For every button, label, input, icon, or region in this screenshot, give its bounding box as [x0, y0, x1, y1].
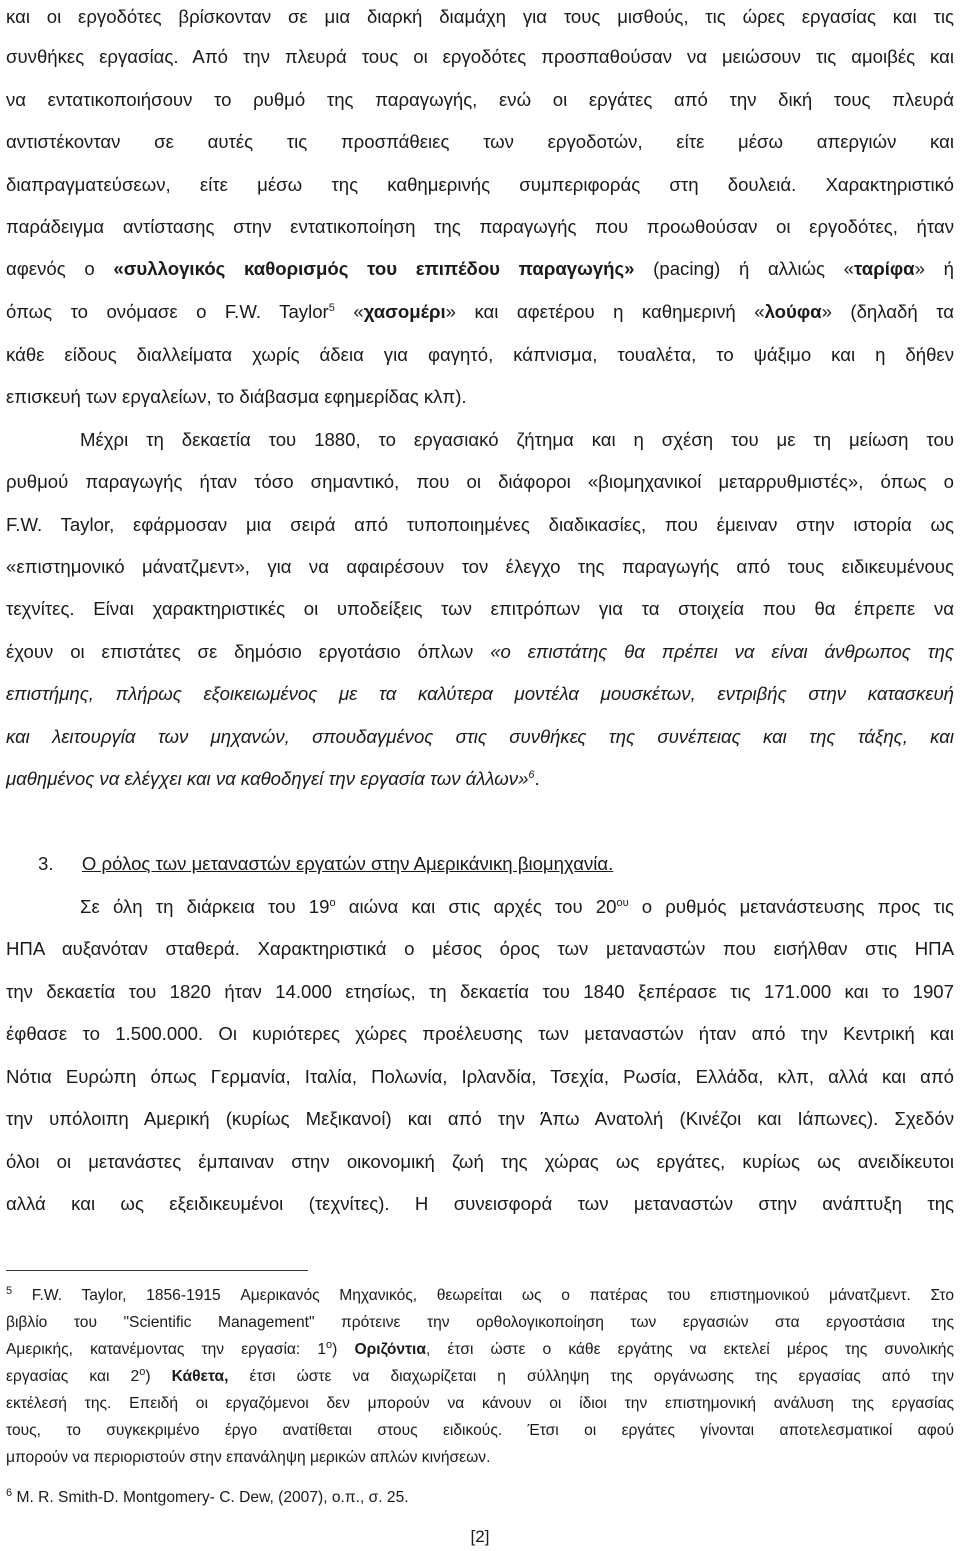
text-line	[6, 258, 954, 280]
quote-line: μαθημένος να ελέγχει και να καθοδηγεί την εργασία των άλλων»$^6$.	[6, 768, 540, 789]
text-line: Νότια Ευρώπη όπως Γερμανία, Ιταλία, Πολωνία, Ιρλανδία, Τσεχία, Ρωσία, Ελλάδα, κλπ, αλλά και από	[6, 1066, 954, 1087]
section-title: Ο ρόλος των μεταναστών εργατών στην Αμερικάνικη βιομηχανία.	[81, 853, 614, 874]
text-span: «	[334, 301, 364, 322]
footnote-line: εργασίας και $2^o$) Κάθετα, έτσι ώστε να διαχωρίζεται η σύλληψη της οργάνωσης της εργασίας από την	[6, 1365, 954, 1385]
text-line: Σε όλη τη διάρκεια του $19^o$ αιώνα και στις αρχές του $20^{o\upsilon}$ ο ρυθμός μετανάστευσης προς τις	[80, 896, 954, 917]
text-line: να εντατικοποιήσουν το ρυθμό της παραγωγής, ενώ οι εργάτες από την δική τους πλευρά	[6, 89, 954, 110]
footnote-number: 5	[6, 1284, 13, 1297]
footnote-line: μπορούν να περιοριστούν στην επανάληψη μερικών απλών κινήσεων.	[6, 1449, 491, 1466]
text-span: » ή	[914, 258, 954, 279]
quote-line: επιστήμης, πλήρως εξοικειωμένος με τα καλύτερα μοντέλα μουσκέτων, εντριβής στην κατασκευή	[6, 683, 954, 704]
text-line: ΗΠΑ αυξανόταν σταθερά. Χαρακτηριστικά ο μέσος όρος των μεταναστών που εισήλθαν στις ΗΠΑ	[6, 938, 954, 959]
bold-term: χασομέρι	[363, 301, 446, 322]
bold-term: λούφα	[764, 301, 822, 322]
section-number: 3.	[38, 853, 54, 874]
footnote-5: $^5$ F.W. Taylor, 1856-1915 Αμερικανός Μηχανικός, θεωρείται ως ο πατέρας του επιστημονικού μάνατζμεντ. Στο	[6, 1284, 954, 1304]
text-span: όπως το ονόμασε ο F.W. Taylor	[6, 301, 329, 322]
footnote-number: 6	[6, 1486, 13, 1499]
text-line: την δεκαετία του 1820 ήταν 14.000 ετησίως, τη δεκαετία του 1840 ξεπέρασε τις 171.000 και το 1907	[6, 981, 954, 1002]
footnote-line: βιβλίο του "Scientific Management" πρότεινε την ορθολογικοποίηση των εργασιών στα εργοστάσια της	[6, 1314, 954, 1331]
text-line: αλλά και ως εξειδικευμένοι (τεχνίτες). Η συνεισφορά των μεταναστών στην ανάπτυξη της	[6, 1193, 954, 1214]
text-line: διαπραγματεύσεων, είτε μέσω της καθημερινής συμπεριφοράς στη δουλειά. Χαρακτηριστικό	[6, 174, 954, 195]
text-line: κάθε είδους διαλλείματα χωρίς άδεια για φαγητό, κάπνισμα, τουαλέτα, το ψάξιμο και η δήθεν	[6, 344, 954, 365]
quote-italic: «ο επιστάτης θα πρέπει να είναι άνθρωπος της	[490, 641, 955, 662]
footnote-line: εκτέλεσή της. Επειδή οι εργαζόμενοι δεν μπορούν να κάνουν οι ίδιοι την επιστημονική ανάλυση της εργασίας	[6, 1395, 954, 1412]
footnote-ref[interactable]: 6	[528, 768, 535, 781]
text-line: επισκευή των εργαλείων, το διάβασμα εφημερίδας κλπ).	[6, 386, 467, 407]
section-heading	[38, 853, 954, 875]
bold-term: ταρίφα	[854, 258, 915, 279]
text-line: έφθασε το 1.500.000. Οι κυριότερες χώρες προέλευσης των μεταναστών ήταν από την Κεντρική και	[6, 1023, 954, 1044]
text-line: ρυθμού παραγωγής ήταν τόσο σημαντικό, που οι διάφοροι «βιομηχανικοί μεταρρυθμιστές», όπως ο	[6, 471, 954, 492]
text-span: (pacing) ή αλλιώς «	[634, 258, 854, 279]
page-number: [2]	[470, 1527, 490, 1546]
text-line: παράδειγμα αντίστασης στην εντατικοποίηση της παραγωγής που προωθούσαν οι εργοδότες, ήταν	[6, 216, 954, 237]
text-line: «επιστημονικό μάνατζμεντ», για να αφαιρέσουν τον έλεγχο της παραγωγής από τους ειδικευμένους	[6, 556, 954, 577]
text-span: » και αφετέρου η καθημερινή «	[445, 301, 765, 322]
footnote-separator	[6, 1270, 308, 1271]
text-line: τεχνίτες. Είναι χαρακτηριστικές οι υποδείξεις των επιτρόπων για τα στοιχεία που θα έπρεπε να	[6, 598, 954, 619]
text-line: Μέχρι τη δεκαετία του 1880, το εργασιακό ζήτημα και η σχέση του με τη μείωση του	[80, 429, 954, 450]
text-line: αντιστέκονταν σε αυτές τις προσπάθειες των εργοδοτών, είτε μέσω απεργιών και	[6, 131, 954, 152]
text-line: συνθήκες εργασίας. Από την πλευρά τους οι εργοδότες προσπαθούσαν να μειώσουν τις αμοιβές και	[6, 46, 954, 67]
text-span: έχουν οι επιστάτες σε δημόσιο εργοτάσιο όπλων	[6, 641, 491, 662]
text-line: και οι εργοδότες βρίσκονταν σε μια διαρκή διαμάχη για τους μισθούς, τις ώρες εργασίας και τις	[6, 6, 954, 27]
text-line: F.W. Taylor, εφάρμοσαν μια σειρά από τυποποιημένες διαδικασίες, που έμειναν στην ιστορία ως	[6, 514, 954, 535]
footnote-6: $^6$ M. R. Smith-D. Montgomery- C. Dew, (2007), ο.π., σ. 25.	[6, 1486, 409, 1506]
text-line	[6, 641, 954, 663]
text-span: αφενός ο	[6, 258, 114, 279]
text-line: την υπόλοιπη Αμερική (κυρίως Μεξικανοί) και από την Άπω Ανατολή (Κινέζοι και Ιάπωνες). Σχεδόν	[6, 1108, 954, 1129]
bold-term: «συλλογικός καθορισμός του επιπέδου παραγωγής»	[113, 258, 635, 279]
footnote-ref[interactable]: 5	[328, 301, 335, 314]
text-line	[6, 301, 954, 323]
bold-term: Οριζόντια	[354, 1341, 426, 1358]
footnote-line: τους, το συγκεκριμένο έργο ανατίθεται στους ειδικούς. Έτσι οι εργάτες γίνονται αποτελεσματικοί αφού	[6, 1422, 954, 1439]
text-span: » (δηλαδή τα	[821, 301, 955, 322]
footnote-line: Αμερικής, κατανέμοντας την εργασία: $1^o$) Οριζόντια, έτσι ώστε ο κάθε εργάτης να εκτελεί μέρος της συνολικής	[6, 1338, 954, 1358]
text-line: όλοι οι μετανάστες έμπαιναν στην οικονομική ζωή της χώρας ως εργάτες, κυρίως ως ανειδίκευτοι	[6, 1151, 954, 1172]
quote-line: και λειτουργία των μηχανών, σπουδαγμένος στις συνθήκες της συνέπειας και της τάξης, και	[6, 726, 954, 747]
bold-term: Κάθετα,	[171, 1368, 229, 1385]
